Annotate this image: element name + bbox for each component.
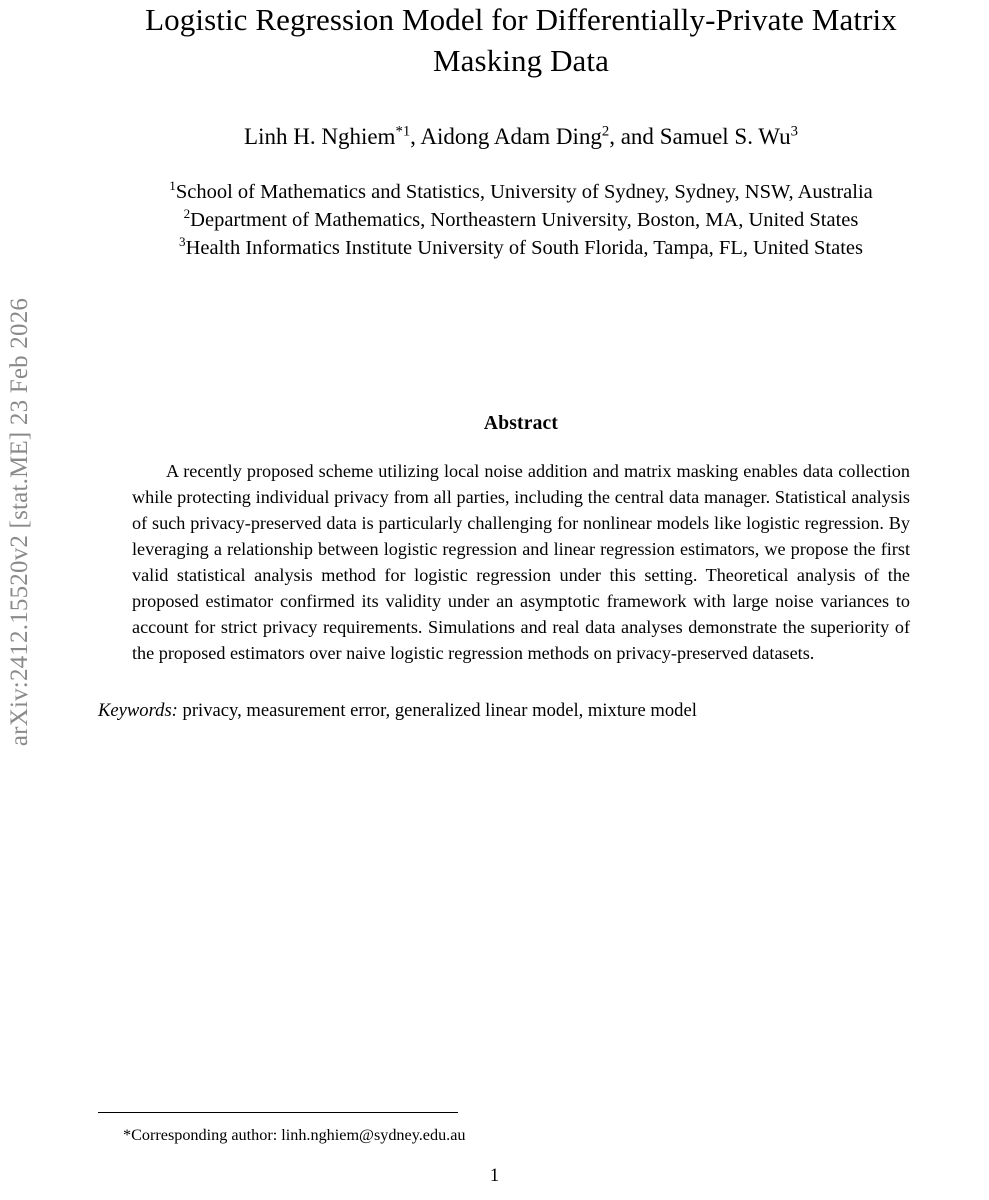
affiliation-1	[98, 178, 944, 206]
author-name-3: Samuel S. Wu	[659, 123, 791, 149]
abstract-section	[98, 263, 944, 666]
affiliation-number-1: 1	[169, 177, 176, 193]
keywords-text: privacy, measurement error, generalized linear model, mixture model	[182, 699, 697, 721]
author-name-2: Aidong Adam Ding	[420, 123, 602, 149]
arxiv-stamp	[0, 0, 44, 1200]
keywords-line	[98, 666, 944, 724]
keywords-label: Keywords:	[98, 699, 178, 721]
author-separator-1: ,	[410, 123, 421, 149]
author-name-1: Linh H. Nghiem	[244, 123, 396, 149]
abstract-heading: Abstract	[483, 412, 559, 434]
affiliation-text-3: Health Informatics Institute University of South Florida, Tampa, FL, United States	[185, 237, 863, 260]
author-marks-1: *1	[395, 123, 411, 140]
affiliation-list	[98, 152, 944, 263]
author-marks-3: 3	[790, 123, 798, 140]
abstract-text: A recently proposed scheme utilizing local noise addition and matrix masking enables data collection while protecting individual privacy from all parties, including the central data manager. Statistical analysis of such privacy-preserved data is particularly challenging for nonlinear models like logistic regression. By leveraging a relationship between logistic regression and linear regression estimators, we propose the first valid statistical analysis method for logistic regression under this setting. Theoretical analysis of the proposed estimator confirmed its validity under an asymptotic framework with large noise variances to account for strict privacy requirements. Simulations and real data analyses demonstrate the superiority of the proposed estimators over naive logistic regression methods on privacy-preserved datasets.	[132, 460, 910, 663]
affiliation-3	[98, 234, 944, 262]
affiliation-text-2: Department of Mathematics, Northeastern University, Boston, MA, United States	[190, 208, 859, 231]
page-title: Logistic Regression Model for Differentially-Private Matrix Masking Data	[145, 2, 897, 78]
affiliation-number-3: 3	[179, 234, 186, 250]
author-separator-2: , and	[609, 123, 660, 149]
author-list	[98, 82, 944, 152]
affiliation-2	[98, 206, 944, 234]
affiliation-number-2: 2	[183, 206, 191, 222]
footnote-text: *Corresponding author: linh.nghiem@sydney.edu.au	[123, 1126, 466, 1144]
arxiv-stamp-text: arXiv:2412.15520v2 [stat.ME] 23 Feb 2026	[6, 297, 33, 747]
paper-content	[98, 0, 944, 724]
affiliation-text-1: School of Mathematics and Statistics, University of Sydney, Sydney, NSW, Australia	[175, 180, 873, 203]
footnote-section	[98, 1112, 944, 1146]
page-number: 1	[489, 1166, 500, 1186]
author-marks-2: 2	[601, 123, 610, 140]
